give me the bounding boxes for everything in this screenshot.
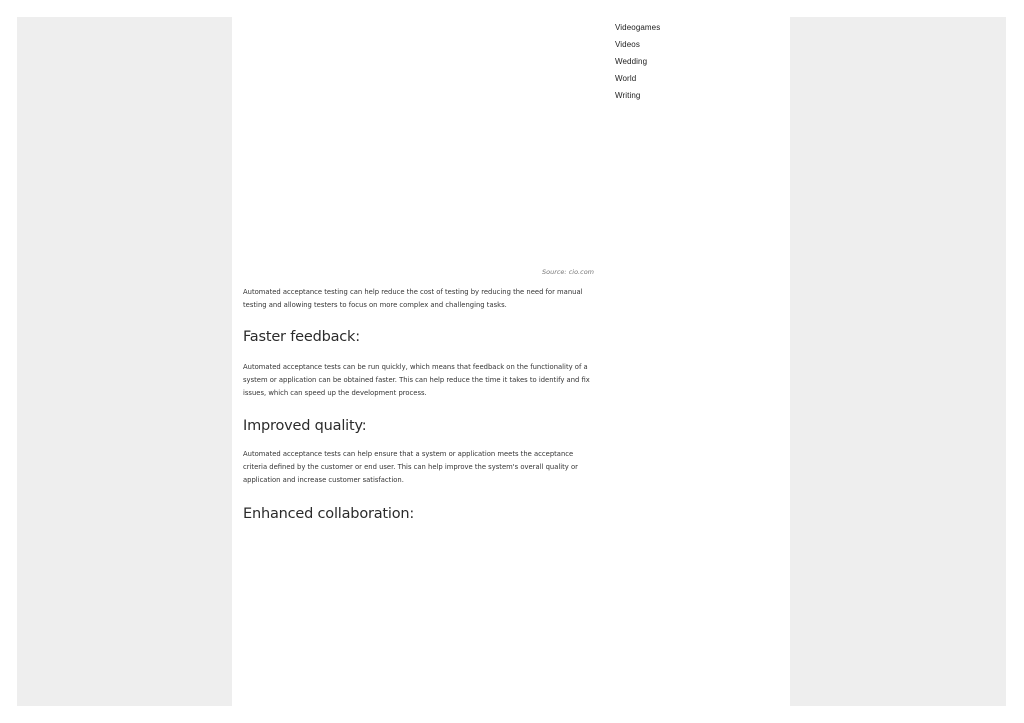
section-heading-improved-quality: Improved quality: bbox=[243, 418, 367, 434]
section-heading-enhanced-collaboration: Enhanced collaboration: bbox=[243, 506, 415, 522]
section-body-improved-quality: Automated acceptance tests can help ensure that a system or application meets the acceptance criteria defined by the customer or end user. This can help improve the system's overall quality or application and increase customer satisfaction. bbox=[243, 450, 578, 484]
left-ad-banner[interactable] bbox=[17, 17, 232, 706]
section-body-faster-feedback: Automated acceptance tests can be run quickly, which means that feedback on the functionality of a system or application can be obtained faster. This can help reduce the time it takes to identify and fix issues, which can speed up the development process. bbox=[243, 363, 590, 397]
sidebar-category-wedding[interactable]: Wedding bbox=[615, 57, 648, 66]
right-ad-banner[interactable] bbox=[790, 17, 1006, 706]
image-source-caption: Source: cio.com bbox=[541, 268, 594, 276]
sidebar-category-list bbox=[615, 19, 775, 104]
section-heading-faster-feedback: Faster feedback: bbox=[243, 329, 360, 345]
sidebar-category-writing[interactable]: Writing bbox=[615, 91, 641, 100]
sidebar-category-world[interactable]: World bbox=[615, 74, 637, 83]
intro-paragraph: Automated acceptance testing can help reduce the cost of testing by reducing the need for manual testing and allowing testers to focus on more complex and challenging tasks. bbox=[243, 288, 583, 309]
sidebar-category-videos[interactable]: Videos bbox=[615, 40, 640, 49]
sidebar-category-videogames[interactable]: Videogames bbox=[615, 23, 661, 32]
